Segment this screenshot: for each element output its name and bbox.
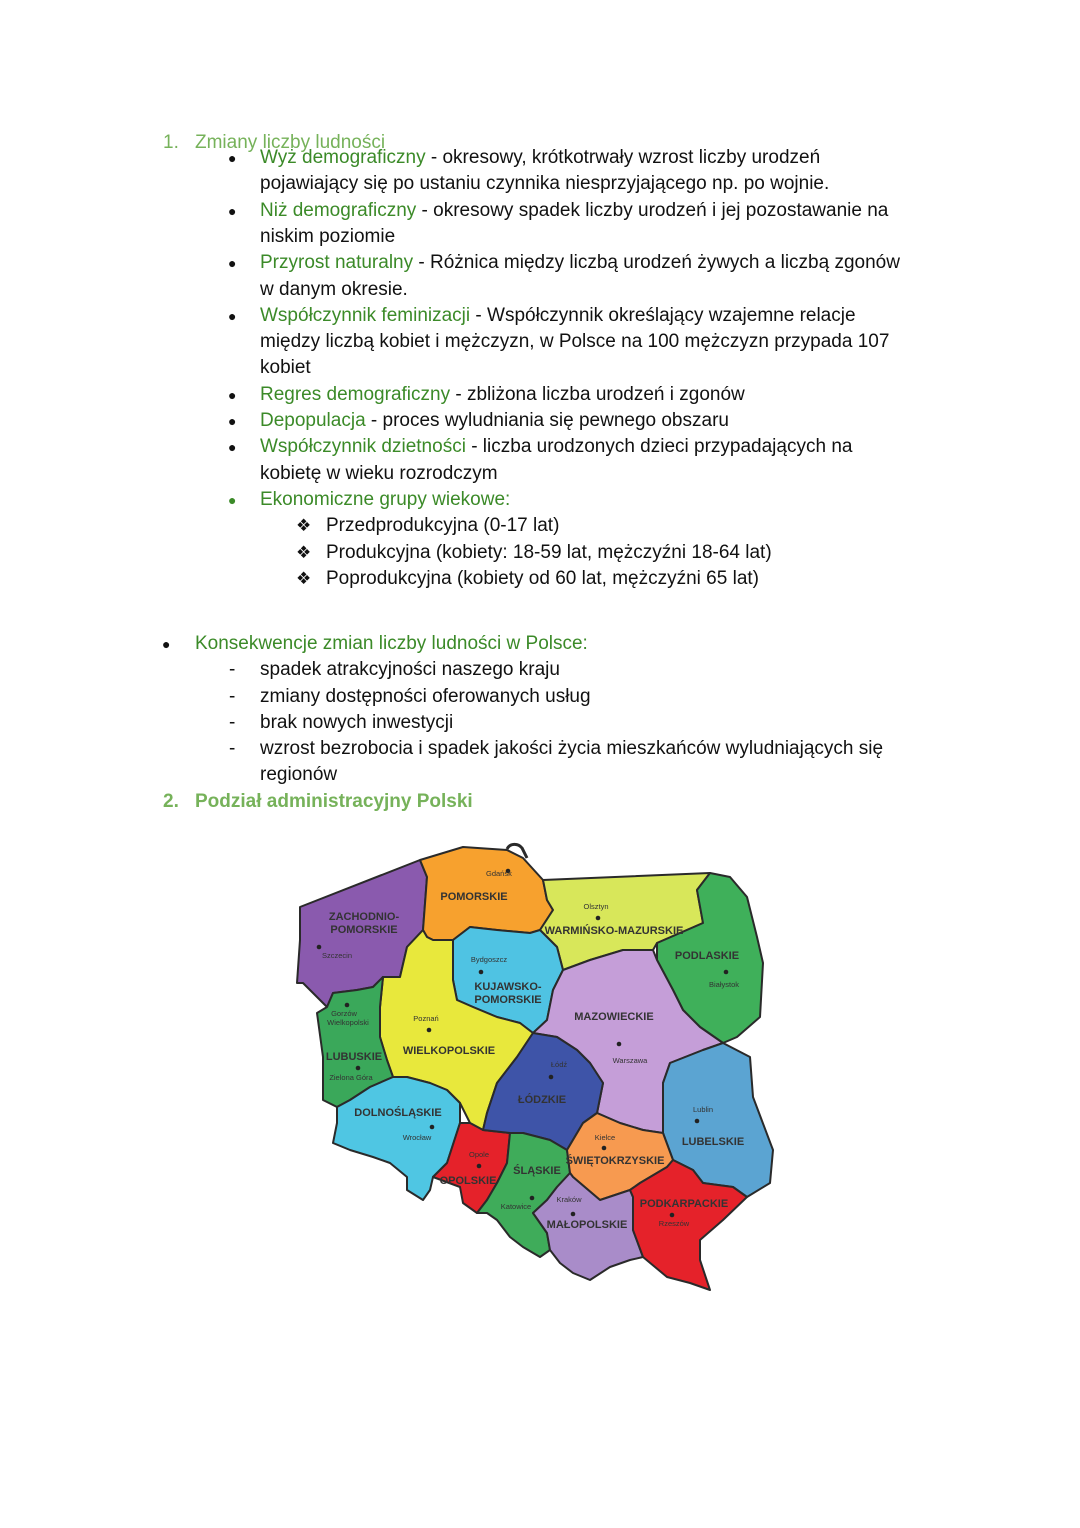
bullet-icon: ● bbox=[228, 492, 237, 508]
city-label: Wrocław bbox=[402, 1133, 432, 1142]
bullet-icon: ● bbox=[228, 439, 237, 455]
region-label: POMORSKIE bbox=[330, 924, 398, 936]
bullet-icon: ● bbox=[228, 308, 237, 324]
definition-continued: między liczbą kobiet i mężczyzn, w Polsce na 100 mężczyzn przypada 107 bbox=[260, 331, 890, 352]
dash-bullet-icon: - bbox=[229, 659, 236, 680]
term: Ekonomiczne grupy wiekowe: bbox=[260, 489, 511, 510]
dash-bullet-icon: - bbox=[229, 686, 236, 707]
diamond-bullet-icon: ❖ bbox=[296, 516, 312, 535]
definition: - Różnica między liczbą urodzeń żywych a liczbą zgonów bbox=[413, 252, 900, 273]
consequence-item: zmiany dostępności oferowanych usług bbox=[260, 686, 591, 707]
age-group-item: Przedprodukcyjna (0-17 lat) bbox=[326, 515, 560, 536]
bullet-icon: ● bbox=[228, 387, 237, 403]
dash-bullet-icon: - bbox=[229, 712, 236, 733]
list-item bbox=[260, 251, 900, 275]
city-label: Katowice bbox=[500, 1202, 532, 1211]
bullet-icon: ● bbox=[228, 255, 237, 271]
list-item bbox=[260, 488, 510, 512]
consequence-item: wzrost bezrobocia i spadek jakości życia mieszkańców wyludniających się bbox=[260, 738, 884, 759]
definition-continued: niskim poziomie bbox=[260, 226, 396, 247]
definition: - Współczynnik określający wzajemne relacje bbox=[470, 305, 856, 326]
region-label: OPOLSKIE bbox=[439, 1175, 497, 1187]
city-label: Kielce bbox=[594, 1133, 616, 1142]
region-label: KUJAWSKO- bbox=[474, 981, 542, 993]
city-label: Bydgoszcz bbox=[470, 955, 508, 964]
city-label: Wielkopolski bbox=[327, 1018, 369, 1027]
city-label: Olsztyn bbox=[583, 902, 609, 911]
city-label: Lublin bbox=[692, 1105, 714, 1114]
definition: - liczba urodzonych dzieci przypadających na bbox=[465, 436, 853, 457]
region-label: LUBUSKIE bbox=[325, 1051, 383, 1063]
region-label: POMORSKIE bbox=[474, 994, 542, 1006]
section-number: 1. bbox=[163, 132, 179, 153]
term: Depopulacja bbox=[260, 410, 366, 431]
bullet-icon: ● bbox=[228, 203, 237, 219]
term: Regres demograficzny bbox=[260, 384, 451, 405]
list-item bbox=[260, 199, 888, 223]
city-label: Gdańsk bbox=[486, 869, 512, 878]
region-label: DOLNOŚLĄSKIE bbox=[354, 1107, 442, 1119]
diamond-bullet-icon: ❖ bbox=[296, 569, 312, 588]
region-label: MAZOWIECKIE bbox=[574, 1011, 654, 1023]
city-label: Zielona Góra bbox=[329, 1073, 373, 1082]
term: Współczynnik dzietności bbox=[260, 436, 466, 457]
section-number: 2. bbox=[163, 791, 179, 812]
section-title: Zmiany liczby ludności bbox=[195, 132, 386, 153]
section-title: Podział administracyjny Polski bbox=[195, 791, 473, 812]
age-group-item: Poprodukcyjna (kobiety od 60 lat, mężczyźni 65 lat) bbox=[326, 568, 759, 589]
region-label: WIELKOPOLSKIE bbox=[402, 1045, 496, 1057]
definition: - okresowy spadek liczby urodzeń i jej pozostawanie na bbox=[416, 200, 889, 221]
consequence-item: regionów bbox=[260, 764, 338, 785]
city-label: Gorzów bbox=[331, 1009, 357, 1018]
city-label: Szczecin bbox=[322, 951, 353, 960]
bullet-icon: ● bbox=[162, 636, 171, 652]
city-label: Białystok bbox=[708, 980, 740, 989]
poland-administrative-map bbox=[290, 830, 790, 1300]
list-item bbox=[260, 383, 745, 407]
age-group-item: Produkcyjna (kobiety: 18-59 lat, mężczyźni 18-64 lat) bbox=[326, 542, 772, 563]
definition: - proces wyludniania się pewnego obszaru bbox=[365, 410, 729, 431]
city-label: Kraków bbox=[556, 1195, 582, 1204]
definition-continued: w danym okresie. bbox=[260, 279, 408, 300]
city-label: Łódź bbox=[550, 1060, 568, 1069]
term: Niż demograficzny bbox=[260, 200, 417, 221]
region-label: ŚLĄSKIE bbox=[513, 1165, 561, 1177]
term: Współczynnik feminizacji bbox=[260, 305, 471, 326]
region-label: WARMIŃSKO-MAZURSKIE bbox=[544, 925, 684, 937]
region-label: ZACHODNIO- bbox=[328, 911, 400, 923]
consequence-item: brak nowych inwestycji bbox=[260, 712, 454, 733]
region-label: PODKARPACKIE bbox=[639, 1198, 729, 1210]
definition-continued: kobiet bbox=[260, 357, 311, 378]
region-label: ŚWIĘTOKRZYSKIE bbox=[565, 1155, 665, 1167]
definition-continued: kobietę w wieku rozrodczym bbox=[260, 463, 498, 484]
list-item bbox=[260, 409, 729, 433]
region-label: LUBELSKIE bbox=[681, 1136, 745, 1148]
list-item bbox=[260, 304, 856, 328]
diamond-bullet-icon: ❖ bbox=[296, 543, 312, 562]
dash-bullet-icon: - bbox=[229, 738, 236, 759]
definition-continued: pojawiający się po ustaniu czynnika niesprzyjającego np. po wojnie. bbox=[260, 173, 830, 194]
consequences-title: Konsekwencje zmian liczby ludności w Polsce: bbox=[195, 633, 588, 654]
city-label: Opole bbox=[468, 1150, 490, 1159]
region-label: PODLASKIE bbox=[674, 950, 740, 962]
region-label: ŁÓDZKIE bbox=[517, 1094, 567, 1106]
definition: - okresowy, krótkotrwały wzrost liczby urodzeń bbox=[425, 147, 821, 168]
term: Przyrost naturalny bbox=[260, 252, 414, 273]
term: Wyż demograficzny bbox=[260, 147, 426, 168]
list-item bbox=[260, 435, 852, 459]
list-item bbox=[260, 146, 820, 170]
bullet-icon: ● bbox=[228, 150, 237, 166]
city-label: Warszawa bbox=[612, 1056, 648, 1065]
region-label: POMORSKIE bbox=[440, 891, 508, 903]
region-label: MAŁOPOLSKIE bbox=[546, 1219, 628, 1231]
city-label: Rzeszów bbox=[658, 1219, 690, 1228]
bullet-icon: ● bbox=[228, 413, 237, 429]
city-label: Poznań bbox=[413, 1014, 439, 1023]
consequence-item: spadek atrakcyjności naszego kraju bbox=[260, 659, 560, 680]
definition: - zbliżona liczba urodzeń i zgonów bbox=[450, 384, 745, 405]
